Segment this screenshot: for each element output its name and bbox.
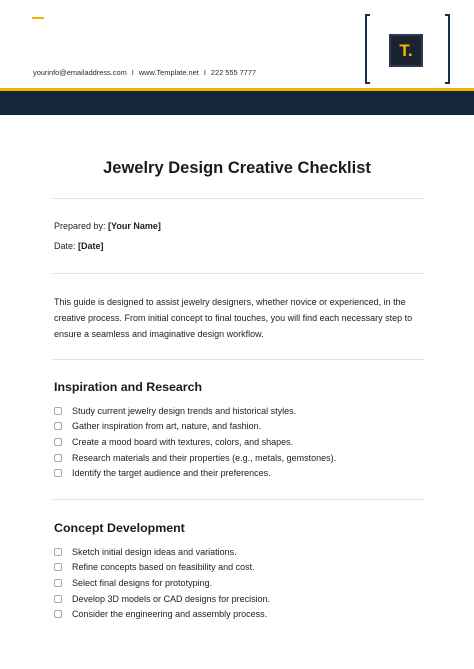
contact-website: www.Template.net — [138, 68, 199, 77]
checkbox[interactable] — [54, 563, 62, 571]
checklist-item — [54, 560, 270, 576]
checkbox[interactable] — [54, 407, 62, 415]
header-accent-dash — [32, 17, 44, 19]
checklist-item — [54, 434, 336, 450]
header-band — [0, 91, 474, 115]
contact-separator: I — [203, 68, 206, 77]
checkbox[interactable] — [54, 454, 62, 462]
checkbox[interactable] — [54, 548, 62, 556]
logo-letter: T. — [399, 40, 413, 60]
prepared-by — [54, 221, 161, 231]
checklist-item — [54, 450, 336, 466]
checklist-item — [54, 465, 336, 481]
document-title: Jewelry Design Creative Checklist — [103, 159, 371, 177]
divider — [53, 198, 424, 199]
section-heading-concept: Concept Development — [54, 521, 185, 535]
checklist-item-text: Consider the engineering and assembly process. — [72, 609, 268, 620]
checklist-item-text: Select final designs for prototyping. — [72, 577, 213, 588]
checkbox[interactable] — [54, 595, 62, 603]
checklist-item — [54, 591, 270, 607]
checklist-inspiration — [54, 403, 336, 481]
logo — [365, 14, 450, 84]
checklist-item-text: Refine concepts based on feasibility and cost. — [72, 562, 255, 573]
checklist-item-text: Create a mood board with textures, colors, and shapes. — [72, 436, 294, 447]
date-value: [Date] — [78, 241, 104, 251]
logo-mark — [389, 34, 423, 67]
checkbox[interactable] — [54, 438, 62, 446]
checkbox[interactable] — [54, 422, 62, 430]
contact-email: yourinfo@emailaddress.com — [33, 68, 127, 77]
checklist-item-text: Identify the target audience and their preferences. — [72, 468, 271, 479]
checklist-item — [54, 606, 270, 622]
section-heading-inspiration: Inspiration and Research — [54, 380, 203, 394]
checklist-item — [54, 403, 336, 419]
divider — [53, 273, 424, 274]
checklist-item-text: Develop 3D models or CAD designs for precision. — [72, 593, 271, 604]
prepared-by-value: [Your Name] — [108, 221, 161, 231]
checkbox[interactable] — [54, 610, 62, 618]
divider — [53, 499, 424, 500]
divider — [53, 359, 424, 360]
contact-info — [33, 68, 256, 77]
checkbox[interactable] — [54, 579, 62, 587]
checklist-item — [54, 419, 336, 435]
checklist-item-text: Sketch initial design ideas and variations. — [72, 546, 237, 557]
contact-separator: I — [131, 68, 134, 77]
date — [54, 241, 104, 251]
checkbox[interactable] — [54, 469, 62, 477]
logo-bracket-left — [365, 14, 370, 84]
logo-bracket-right — [445, 14, 450, 84]
prepared-by-label: Prepared by: — [54, 221, 106, 231]
checklist-item — [54, 544, 270, 560]
intro-paragraph: This guide is designed to assist jewelry designers, whether novice or experienced, in the creative process. From initial concept to final touches, you will find each necessary step to ensure a seamless and imaginative design workflow. — [54, 297, 413, 339]
checklist-item-text: Gather inspiration from art, nature, and fashion. — [72, 421, 262, 432]
checklist-concept — [54, 544, 270, 622]
checklist-item-text: Research materials and their properties (e.g., metals, gemstones). — [72, 452, 337, 463]
checklist-item-text: Study current jewelry design trends and historical styles. — [72, 405, 297, 416]
date-label: Date: — [54, 241, 76, 251]
checklist-item — [54, 575, 270, 591]
contact-phone: 222 555 7777 — [210, 68, 257, 77]
